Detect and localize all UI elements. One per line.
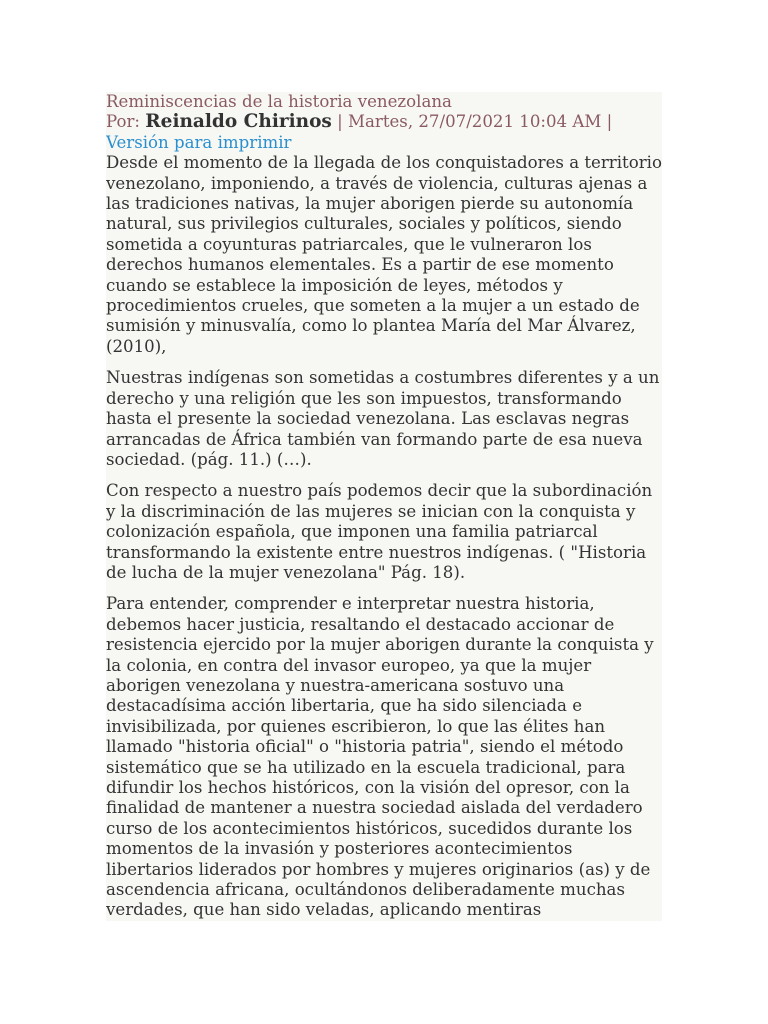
meta-separator: |: [337, 112, 343, 132]
article-date: Martes, 27/07/2021 10:04 AM: [348, 112, 602, 132]
article: [106, 92, 662, 921]
paragraph: Con respecto a nuestro país podemos decir que la subordinación y la discriminación de las mujeres se inician con la conquista y colonización española, que imponen una familia patriarcal transformando la existente entre nuestros indígenas. ( "Historia de lucha de la mujer venezolana" Pág. 18).: [106, 481, 653, 582]
paragraph: Nuestras indígenas son sometidas a costumbres diferentes y a un derecho y una religión que les son impuestos, transformando hasta el presente la sociedad venezolana. Las esclavas negras arrancadas de África también van formando parte de esa nueva sociedad. (pág. 11.) (…).: [106, 368, 660, 469]
paragraph: Para entender, comprender e interpretar nuestra historia, debemos hacer justicia, resaltando el destacado accionar de resistencia ejercido por la mujer aborigen durante la conquista y la colonia, en contra del invasor europeo, ya que la mujer aborigen venezolana y nuestra-americana sostuvo una destacadísima acción libertaria, que ha sido silenciada e invisibilizada, por quienes escribieron, lo que las élites han llamado "historia oficial" o "historia patria", siendo el método sistemático que se ha utilizado en la escuela tradicional, para difundir los hechos históricos, con la visión del opresor, con la finalidad de mantener a nuestra sociedad aislada del verdadero curso de los acontecimientos históricos, sucedidos durante los momentos de la invasión y posteriores acontecimientos libertarios liderados por hombres y mujeres originarios (as) y de ascendencia africana, ocultándonos deliberadamente muchas verdades, que han sido veladas, aplicando mentiras: [106, 594, 654, 920]
by-label: Por:: [106, 112, 141, 132]
meta-separator: |: [606, 112, 613, 132]
print-version-link[interactable]: Versión para imprimir: [106, 132, 292, 152]
article-meta: [106, 112, 662, 153]
paragraph: Desde el momento de la llegada de los conquistadores a territorio venezolano, imponiendo, a través de violencia, culturas ajenas a las tradiciones nativas, la mujer aborigen pierde su autonomía natural, sus privilegios culturales, sociales y políticos, siendo sometida a coyunturas patriarcales, que le vulneraron los derechos humanos elementales. Es a partir de ese momento cuando se establece la imposición de leyes, métodos y procedimientos crueles, que someten a la mujer a un estado de sumisión y minusvalía, como lo plantea María del Mar Álvarez, (2010),: [106, 153, 662, 356]
article-title: Reminiscencias de la historia venezolana: [106, 92, 452, 111]
author-name: Reinaldo Chirinos: [145, 111, 332, 133]
